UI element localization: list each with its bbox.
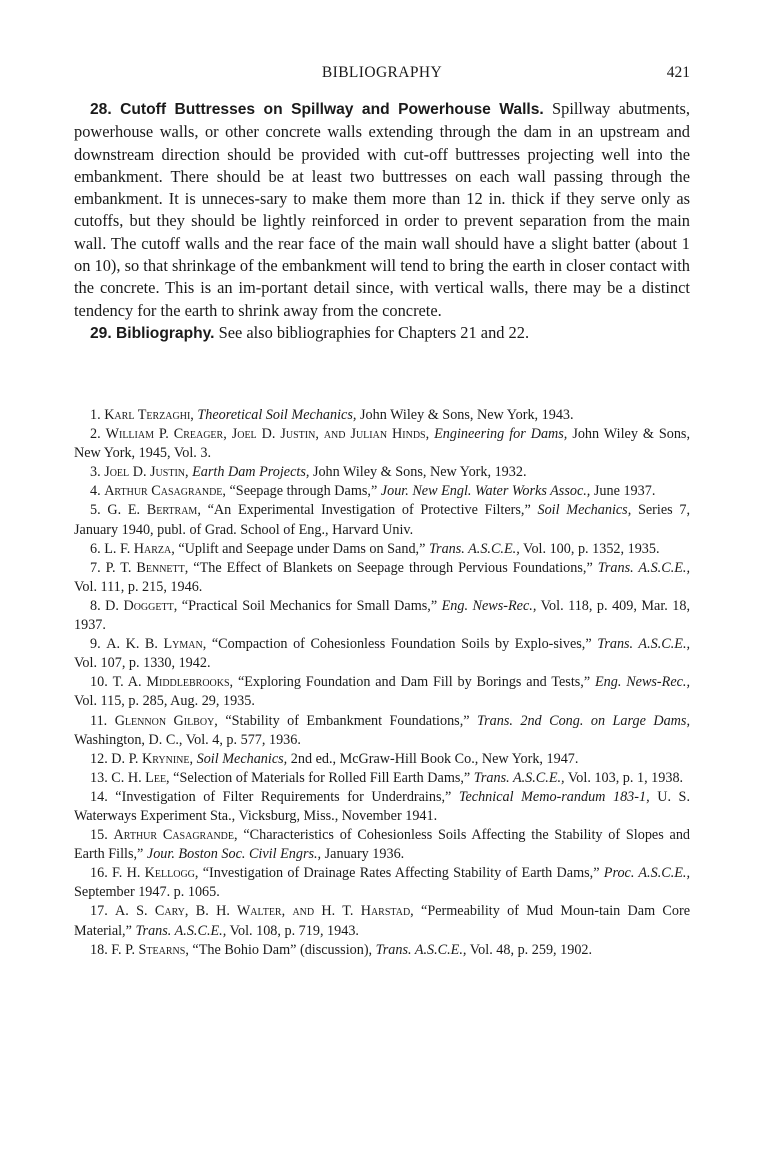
reference-author: T. A. Middlebrooks, (112, 674, 234, 691)
reference-entry (74, 750, 690, 769)
reference-title: “The Bohio Dam” (discussion), (192, 941, 373, 958)
page-header-title: BIBLIOGRAPHY (321, 64, 443, 81)
reference-number: 7. (90, 559, 101, 576)
reference-entry (74, 769, 690, 788)
reference-author: D. Doggett, (105, 597, 178, 614)
reference-list (74, 406, 690, 960)
reference-title: Theoretical Soil Mechanics, (197, 407, 357, 423)
reference-entry (74, 635, 690, 673)
reference-entry (74, 902, 690, 940)
reference-entry (74, 540, 690, 559)
reference-author: F. P. Stearns, (111, 941, 189, 958)
reference-author: D. P. Krynine, (111, 750, 194, 767)
reference-author: G. E. Bertram, (107, 502, 201, 519)
reference-number: 11. (90, 712, 108, 729)
reference-details: John Wiley & Sons, New York, 1943. (359, 407, 574, 423)
reference-title: “The Effect of Blankets on Seepage through Pervious Foundations,” (193, 559, 593, 576)
reference-number: 12. (90, 750, 108, 767)
reference-author: A. K. B. Lyman, (106, 636, 207, 653)
reference-title: “Uplift and Seepage under Dams on Sand,” (178, 540, 426, 557)
reference-number: 5. (90, 502, 101, 519)
section-29-heading: 29. Bibliography. (90, 324, 215, 342)
reference-number: 8. (90, 597, 101, 614)
reference-journal: Eng. News-Rec., (594, 674, 691, 691)
reference-number: 15. (90, 827, 108, 844)
reference-details: Vol. 111, p. 215, 1946. (74, 578, 203, 595)
reference-details: Vol. 108, p. 719, 1943. (229, 922, 359, 939)
reference-details: September 1947. p. 1065. (74, 884, 220, 901)
reference-journal: Technical Memo-randum 183-1, (458, 788, 650, 805)
reference-journal: Trans. A.S.C.E., (597, 636, 691, 653)
reference-journal: Trans. A.S.C.E., (597, 559, 690, 576)
reference-author: Glennon Gilboy, (114, 712, 218, 729)
reference-journal: Jour. New Engl. Water Works Assoc., (380, 483, 591, 500)
reference-author: A. S. Cary, B. H. Walter, and H. T. Harstad, (115, 903, 414, 920)
reference-entry (74, 941, 690, 960)
reference-title: “Characteristics of Cohesionless Soils Affecting the Stability of Slopes and Earth Fills,” (74, 827, 691, 863)
reference-details: Vol. 100, p. 1352, 1935. (523, 540, 660, 557)
section-28-paragraph (74, 98, 690, 322)
reference-title: “Stability of Embankment Foundations,” (225, 712, 470, 729)
reference-details: January 1936. (324, 846, 405, 863)
reference-title: “Investigation of Drainage Rates Affecting Stability of Earth Dams,” (202, 865, 600, 882)
reference-author: P. T. Bennett, (105, 559, 189, 576)
reference-author: F. H. Kellogg, (112, 865, 199, 882)
reference-entry (74, 788, 690, 826)
reference-author: William P. Creager, Joel D. Justin, and Julian Hinds, (105, 426, 430, 443)
reference-author: Karl Terzaghi, (104, 407, 194, 423)
reference-entry (74, 597, 690, 635)
reference-title: “Practical Soil Mechanics for Small Dams,” (181, 597, 438, 614)
reference-author: Arthur Casagrande, (104, 483, 226, 500)
reference-details: Series 7, January 1940, publ. of Grad. School of Eng., Harvard Univ. (74, 502, 691, 538)
body-text (74, 98, 690, 345)
reference-number: 4. (90, 483, 101, 500)
reference-journal: Jour. Boston Soc. Civil Engrs., (146, 846, 322, 863)
reference-journal: Trans. A.S.C.E., (428, 540, 520, 557)
reference-number: 3. (90, 464, 101, 481)
section-29-text: See also bibliographies for Chapters 21 and 22. (218, 322, 530, 342)
reference-journal: Trans. A.S.C.E., (375, 941, 467, 958)
reference-details: Vol. 118, p. 409, Mar. 18, 1937. (74, 597, 691, 634)
page-number: 421 (666, 64, 690, 81)
reference-entry (74, 712, 690, 750)
reference-details: John Wiley & Sons, New York, 1945, Vol. 3. (74, 426, 690, 462)
reference-journal: Eng. News-Rec., (441, 597, 537, 614)
reference-entry (74, 559, 690, 597)
reference-number: 18. (90, 941, 108, 958)
reference-title: “Investigation of Filter Requirements for Underdrains,” (115, 788, 452, 805)
reference-journal: Trans. A.S.C.E., (135, 922, 227, 939)
reference-author: Joel D. Justin, (104, 464, 189, 481)
reference-details: June 1937. (593, 483, 656, 500)
reference-journal: Proc. A.S.C.E., (603, 865, 691, 882)
reference-entry (74, 482, 690, 501)
reference-title: “Permeability of Mud Moun-tain Dam Core Material,” (74, 903, 691, 939)
reference-details: Vol. 103, p. 1, 1938. (567, 769, 684, 786)
reference-title: Earth Dam Projects, (192, 464, 310, 481)
reference-details: Vol. 48, p. 259, 1902. (469, 941, 593, 958)
reference-number: 9. (90, 636, 101, 653)
reference-author: Arthur Casagrande, (113, 827, 238, 844)
reference-number: 13. (90, 769, 108, 786)
reference-number: 16. (90, 865, 108, 882)
reference-journal: Trans. 2nd Cong. on Large Dams, (477, 712, 690, 729)
reference-entry (74, 406, 690, 425)
reference-entry (74, 826, 690, 864)
reference-number: 14. (90, 788, 108, 805)
reference-title: Engineering for Dams, (434, 426, 568, 443)
reference-number: 10. (90, 674, 108, 691)
reference-details: Washington, D. C., Vol. 4, p. 577, 1936. (74, 731, 301, 748)
reference-entry (74, 864, 690, 902)
reference-title: “Exploring Foundation and Dam Fill by Borings and Tests,” (237, 674, 591, 691)
section-28-heading: 28. Cutoff Buttresses on Spillway and Powerhouse Walls. (90, 101, 544, 118)
reference-details: Vol. 107, p. 1330, 1942. (74, 655, 211, 672)
reference-title: “Seepage through Dams,” (229, 483, 378, 500)
reference-author: L. F. Harza, (104, 540, 175, 557)
reference-title: Soil Mechanics, (196, 750, 288, 767)
reference-number: 6. (90, 540, 101, 557)
reference-number: 1. (90, 407, 101, 423)
reference-number: 17. (90, 903, 108, 920)
reference-author: C. H. Lee, (111, 769, 170, 786)
reference-journal: Soil Mechanics, (537, 502, 632, 519)
reference-details: John Wiley & Sons, New York, 1932. (312, 464, 527, 481)
reference-details: U. S. Waterways Experiment Sta., Vicksburg, Miss., November 1941. (74, 788, 690, 824)
reference-number: 2. (90, 426, 101, 443)
reference-entry (74, 463, 690, 482)
reference-entry (74, 425, 690, 463)
reference-details: 2nd ed., McGraw-Hill Book Co., New York, 1947. (290, 750, 579, 767)
reference-title: “An Experimental Investigation of Protective Filters,” (207, 502, 531, 519)
reference-details: Vol. 115, p. 285, Aug. 29, 1935. (74, 693, 255, 710)
reference-journal: Trans. A.S.C.E., (473, 769, 565, 786)
section-29-paragraph (74, 322, 690, 345)
reference-title: “Compaction of Cohesionless Foundation Soils by Explo-sives,” (211, 636, 592, 653)
section-28-text: Spillway abutments, powerhouse walls, or other concrete walls extending through the dam in an upstream and downstream direction should be provided with cut-off buttresses projecting well into the embankment. There should be at least two buttresses on each wall passing through the embankment. It is unneces-sary to make them more than 12 in. thick if they serve only as cutoffs, but they should be lightly reinforced in order to prevent separation from the main wall. The cutoff walls and the rear face of the main wall should have a slight batter (about 1 on 10), so that shrinkage of the embankment will tend to bring the earth in closer contact with the concrete. This is an im-portant detail since, with vertical walls, there may be a distinct tendency for the earth to shrink away from the concrete. (74, 99, 690, 320)
reference-entry (74, 501, 690, 539)
reference-entry (74, 673, 690, 711)
running-head (74, 64, 690, 86)
reference-title: “Selection of Materials for Rolled Fill Earth Dams,” (173, 769, 471, 786)
